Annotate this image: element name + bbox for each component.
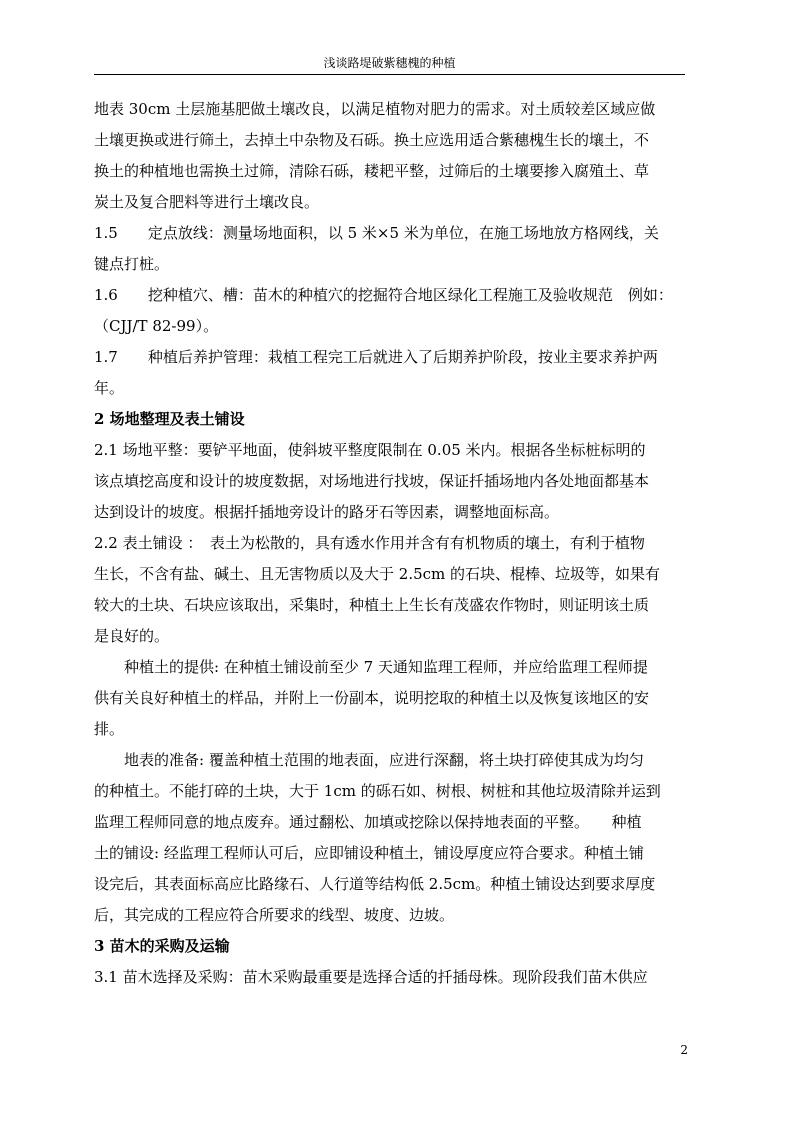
document-title: 浅谈路堤破紫穗槐的种植 (323, 56, 456, 70)
text-line: 生长，不含有盐、碱土、且无害物质以及大于 2.5cm 的石块、棍棒、垃圾等，如果有 (94, 565, 661, 583)
text-line: 土的铺设: 经监理工程师认可后，应即铺设种植土，铺设厚度应符合要求。种植土铺 (94, 844, 644, 862)
text-line: 地表的准备: 覆盖种植土范围的地表面，应进行深翻，将土块打碎使其成为均匀 (124, 751, 644, 769)
text-line: （CJJ/T 82-99）。 (94, 317, 219, 335)
text-line: 的种植土。不能打碎的土块，大于 1cm 的砾石如、树根、树桩和其他垃圾清除并运到 (94, 782, 661, 800)
text-line: 是良好的。 (94, 627, 170, 645)
text-line: 该点填挖高度和设计的坡度数据，对场地进行找坡，保证扦插场地内各处地面都基本 (94, 472, 650, 490)
text-line: 2.1 场地平整：要铲平地面，使斜坡平整度限制在 0.05 米内。根据各坐标桩标明的 (94, 441, 646, 459)
text-line: 后，其完成的工程应符合所要求的线型、坡度、边坡。 (94, 906, 455, 924)
text-line: 土壤更换或进行筛土，去掉土中杂物及石砾。换土应选用适合紫穗槐生长的壤土，不 (94, 131, 650, 149)
text-line: 地表 30cm 土层施基肥做土壤改良，以满足植物对肥力的需求。对土质较差区域应做 (94, 100, 656, 118)
page-number: 2 (680, 1043, 688, 1057)
text-line: 排。 (94, 720, 125, 738)
text-line: 种植土的提供: 在种植土铺设前至少 7 天通知监理工程师，并应给监理工程师提 (124, 658, 648, 676)
text-line: 监理工程师同意的地点废弃。通过翻松、加填或挖除以保持地表面的平整。 种植 (94, 813, 642, 831)
text-line: 3.1 苗木选择及采购：苗木采购最重要是选择合适的扦插母株。现阶段我们苗木供应 (94, 968, 648, 986)
text-line: 达到设计的坡度。根据扦插地旁设计的路牙石等因素，调整地面标高。 (94, 503, 560, 521)
text-line: 较大的土块、石块应该取出，采集时，种植土上生长有茂盛农作物时，则证明该土质 (94, 596, 650, 614)
document-body (94, 94, 685, 993)
text-line: 键点打桩。 (94, 255, 170, 273)
section-heading: 3 苗木的采购及运输 (94, 937, 230, 955)
page-header (94, 56, 685, 75)
text-line: 供有关良好种植土的样品，并附上一份副本，说明挖取的种植土以及恢复该地区的安 (94, 689, 650, 707)
text-line: 1.5 定点放线：测量场地面积，以 5 米×5 米为单位，在施工场地放方格网线，关 (94, 224, 659, 242)
text-line: 换土的种植地也需换土过筛，清除石砾，耧耙平整，过筛后的土壤要掺入腐殖土、草 (94, 162, 650, 180)
text-line: 2.2 表土铺设 ： 表土为松散的，具有透水作用并含有有机物质的壤土，有利于植物 (94, 534, 645, 552)
text-line: 设完后，其表面标高应比路缘石、人行道等结构低 2.5cm。种植土铺设达到要求厚度 (94, 875, 656, 893)
text-line: 1.6 挖种植穴、槽：苗木的种植穴的挖掘符合地区绿化工程施工及验收规范 例如： (94, 286, 673, 304)
text-line: 年。 (94, 379, 125, 397)
text-line: 炭土及复合肥料等进行土壤改良。 (94, 193, 320, 211)
text-line: 1.7 种植后养护管理：栽植工程完工后就进入了后期养护阶段，按业主要求养护两 (94, 348, 658, 366)
section-heading: 2 场地整理及表土铺设 (94, 410, 245, 428)
